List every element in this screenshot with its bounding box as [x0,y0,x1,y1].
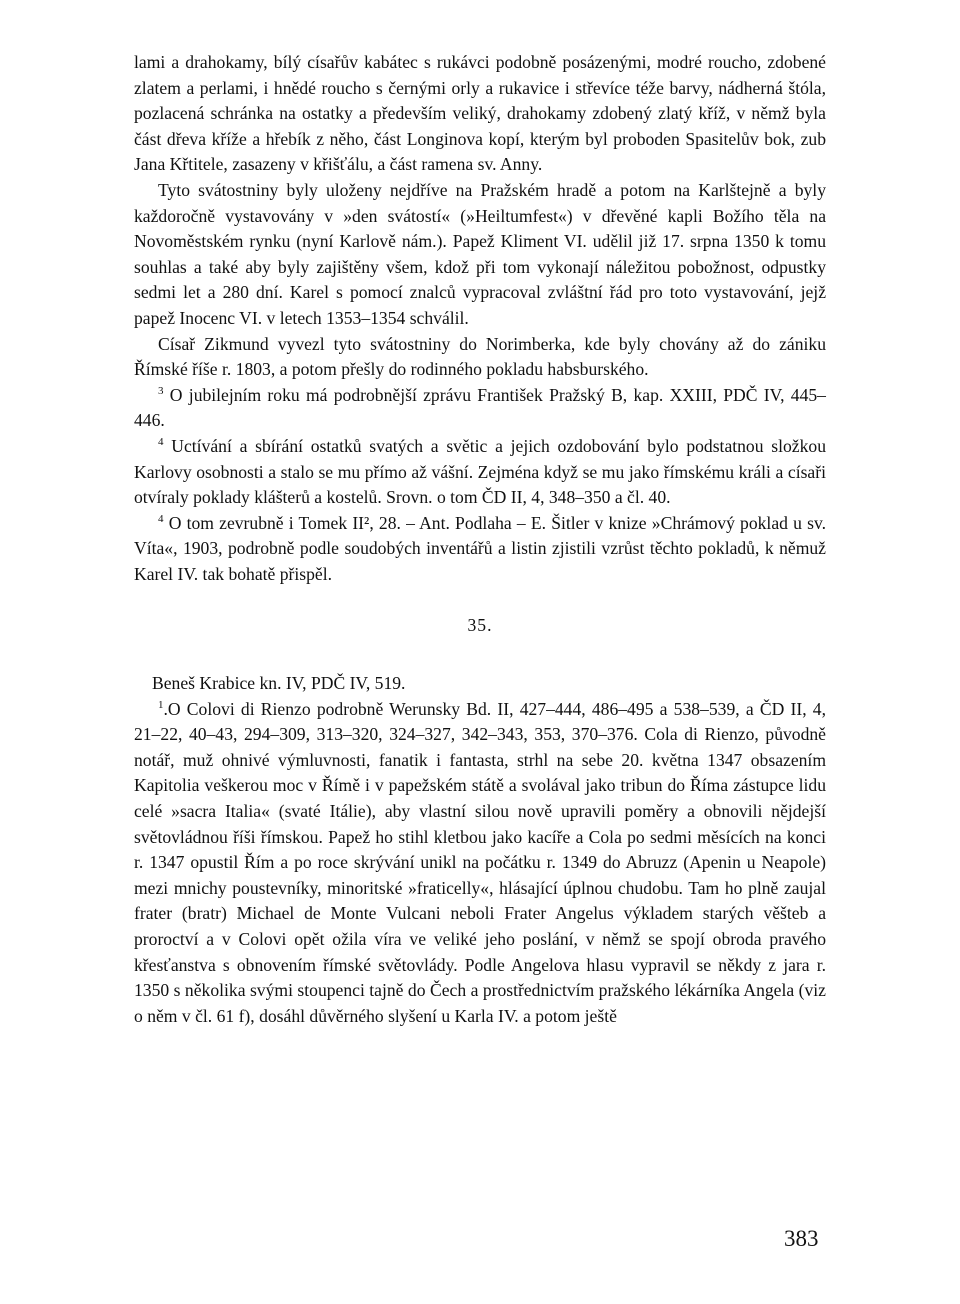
section-number: 35. [467,615,493,636]
page-body [134,50,826,1029]
footnote-3 [134,383,826,434]
footnote-1 [134,697,826,1030]
footnote-marker: 4 [158,436,164,449]
page-number: 383 [784,1226,819,1251]
footnote-text: Uctívání a sbírání ostatků svatých a světic a jejich ozdobování bylo podstatnou složkou Karlovy osobnosti a stalo se mu přímo až vášní. Zejména když se mu jako římskému králi a císaři otvíraly poklady klášterů a kostelů. Srovn. o tom ČD II, 4, 348–350 a čl. 40. [134,435,826,508]
paragraph-sigismund: Císař Zikmund vyvezl tyto svátostniny do Norimberka, kde byly chovány až do zániku Římské říše r. 1803, a potom přešly do rodinného pokladu habsburského. [134,333,826,380]
footnote-text: .O Colovi di Rienzo podrobně Werunsky Bd. II, 427–444, 486–495 a 538–539, a ČD II, 4, 21–22, 40–43, 294–309, 313–320, 324–327, 342–343, 353, 370–376. Cola di Rienzo, původně notář, muž ohnivé výmluvnosti, fanatik i fantasta, strhl na sebe 20. května 1347 obsazením Kapitolia veškerou moc v Římě i v papežském státě a svolával jako tribun do Říma zástupce lidu celé »sacra Italia« (svaté Itálie), aby vlastní silou nově upravili poměry a obnovili nějdejší světovládnou říši římskou. Papež ho stihl kletbou jako kacíře a Cola po sedmi měsících na konci r. 1347 opustil Řím a po roce skrývání unikl na počátku r. 1349 do Abruzz (Apenin u Neapole) mezi mnichy poustevníky, minoritské »fraticelly«, hlásající úplnou chudobu. Tam ho plně zaujal frater (bratr) Michael de Monte Vulcani neboli Frater Angelus výkladem starých věšteb a proroctví a v Colovi opět ožila víra ve veliké jeho poslání, v němž se spojí obroda pravého křesťanstva s obnovením římské světovlády. Podle Angelova hlasu vypravil se někdy z jara r. 1350 s několika svými stoupenci tajně do Čech a prostřednictvím pražského lékárníka Angela (viz o něm v čl. 61 f), dosáhl důvěrného slyšení u Karla IV. a potom ještě [134,698,826,1026]
footnote-text: O jubilejním roku má podrobnější zprávu František Pražský B, kap. XXIII, PDČ IV, 445–446. [134,384,826,431]
footnote-5 [134,511,826,588]
footnote-4 [134,434,826,511]
footnote-text: O tom zevrubně i Tomek II², 28. – Ant. Podlaha – E. Šitler v knize »Chrámový poklad u sv. Víta«, 1903, podrobně podle soudobých inventářů a listin zjistili vzrůst těchto pokladů, k němuž Karel IV. tak bohatě přispěl. [134,512,826,584]
footnote-marker: 1 [158,698,164,711]
source-reference: Beneš Krabice kn. IV, PDČ IV, 519. [152,673,406,694]
paragraph-relics-exhibition: Tyto svátostniny byly uloženy nejdříve na Pražském hradě a potom na Karlštejně a byly každoročně vystavovány v »den svátostí« (»Heiltumfest«) v dřevěné kapli Božího těla na Novoměstském rynku (nyní Karlově nám.). Papež Kliment VI. udělil již 17. srpna 1350 k tomu souhlas a také aby byly zajištěny všem, kdož při tom vykonají náležitou pobožnost, odpustky sedmi let a 280 dní. Karel s pomocí znalců vypracoval zvláštní řád pro toto vystavování, jejž papež Inocenc VI. v letech 1353–1354 schválil. [134,179,826,328]
footnote-marker: 4 [158,512,164,525]
paragraph-relics-list: lami a drahokamy, bílý císařův kabátec s rukávci podobně posázenými, modré roucho, zdobené zlatem a perlami, i hnědé roucho s černými orly a rukavice i střevíce téže barvy, nádherná štóla, pozlacená schránka na ostatky a především veliký, drahokamy zdobený zlatý kříž, v němž byla část dřeva kříže a hřebík z něho, část Longinova kopí, kterým byl proboden Spasitelův bok, zub Jana Křtitele, zasazeny v křišťálu, a část ramena sv. Anny. [134,52,826,175]
footnote-marker: 3 [158,384,164,397]
